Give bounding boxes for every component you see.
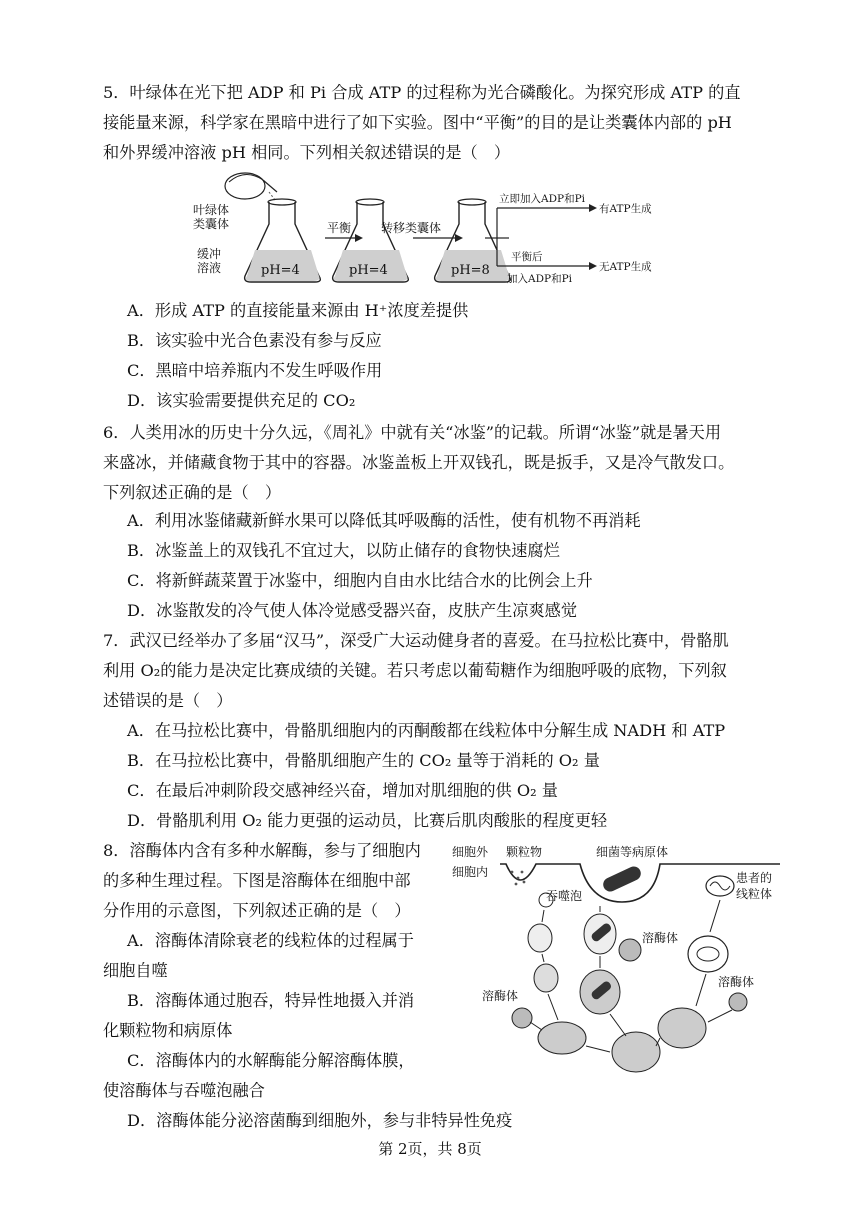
pouring-beaker-icon [225, 173, 277, 200]
q8-option-b-line1: B．溶酶体通过胞吞，特异性地摄入并消 [127, 991, 415, 1010]
arrow-transfer-label: 转移类囊体 [381, 221, 442, 235]
q8-option-d: D．溶酶体能分泌溶菌酶到细胞外，参与非特异性免疫 [127, 1111, 513, 1130]
inside-label: 细胞内 [452, 865, 489, 879]
flask-2-ph: pH=4 [349, 263, 388, 278]
q6-option-c: C．将新鲜蔬菜置于冰鉴中，细胞内自由水比结合水的比例会上升 [127, 571, 593, 590]
thylakoid-label-1: 叶绿体 [193, 203, 230, 217]
buffer-label-1: 缓冲 [197, 247, 222, 261]
q7-option-d: D．骨骼肌利用 O₂ 能力更强的运动员，比赛后肌肉酸胀的程度更轻 [127, 811, 608, 830]
result-top: 有ATP生成 [599, 203, 652, 215]
q7-stem-line1: 7．武汉已经举办了多届“汉马”，深受广大运动健身者的喜爱。在马拉松比赛中，骨骼肌 [103, 631, 729, 650]
q5-atp-experiment-figure [185, 170, 695, 290]
lysosome-label-1: 溶酶体 [642, 931, 679, 945]
q6-stem-line2: 来盛冰，并储藏食物于其中的容器。冰鉴盖板上开双钱孔，既是扳手，又是冷气散发口。 [103, 453, 735, 472]
q6-option-b: B．冰鉴盖上的双钱孔不宜过大，以防止储存的食物快速腐烂 [127, 541, 560, 560]
q5-option-c: C．黑暗中培养瓶内不发生呼吸作用 [127, 361, 383, 380]
q5-stem-line3: 和外界缓冲溶液 pH 相同。下列相关叙述错误的是（ ） [103, 143, 511, 162]
arrow-balance-label: 平衡 [327, 221, 352, 235]
patient-label-1: 患者的 [736, 871, 773, 885]
q5-option-d: D．该实验需要提供充足的 CO₂ [127, 391, 356, 410]
phagosome-label: 吞噬泡 [546, 889, 583, 903]
result-bottom: 无ATP生成 [599, 261, 652, 273]
lysosome-label-3: 溶酶体 [718, 975, 755, 989]
thylakoid-label-2: 类囊体 [193, 217, 230, 231]
branch-top-label: 立即加入ADP和Pi [499, 193, 585, 205]
outside-label: 细胞外 [452, 845, 489, 859]
pathogen-label: 细菌等病原体 [596, 845, 669, 859]
q8-option-b-line2: 化颗粒物和病原体 [103, 1021, 233, 1040]
q8-option-c-line2: 使溶酶体与吞噬泡融合 [103, 1081, 265, 1100]
page-footer: 第 2页，共 8页 [378, 1140, 482, 1158]
patient-label-2: 线粒体 [736, 887, 773, 901]
q8-option-a-line1: A．溶酶体清除衰老的线粒体的过程属于 [127, 931, 414, 950]
flask-1-ph: pH=4 [261, 263, 300, 278]
q5-stem-line1: 5．叶绿体在光下把 ADP 和 Pi 合成 ATP 的过程称为光合磷酸化。为探究形成 ATP 的直 [103, 83, 741, 102]
q8-lysosome-figure [450, 842, 780, 1082]
q6-option-d: D．冰鉴散发的冷气使人体冷觉感受器兴奋，皮肤产生凉爽感觉 [127, 601, 578, 620]
q7-option-c: C．在最后冲刺阶段交感神经兴奋，增加对肌细胞的供 O₂ 量 [127, 781, 558, 800]
q6-stem-line3: 下列叙述正确的是（ ） [103, 483, 282, 502]
q5-option-a: A．形成 ATP 的直接能量来源由 H⁺浓度差提供 [127, 301, 469, 320]
flask-1 [245, 199, 321, 282]
lysosome-label-2: 溶酶体 [482, 989, 519, 1003]
q7-stem-line2: 利用 O₂的能力是决定比赛成绩的关键。若只考虑以葡萄糖作为细胞呼吸的底物，下列叙 [103, 661, 727, 680]
q8-option-a-line2: 细胞自噬 [103, 961, 168, 980]
branch-bottom-label-1: 平衡后 [511, 251, 543, 263]
branch-bottom-label-2: 加入ADP和Pi [507, 273, 572, 285]
mitochondrion-icon [706, 876, 734, 896]
q6-stem-line1: 6．人类用冰的历史十分久远，《周礼》中就有关“冰鉴”的记载。所谓“冰鉴”就是暑天用 [103, 423, 722, 442]
flask-3-ph: pH=8 [451, 263, 490, 278]
q8-stem-line2: 的多种生理过程。下图是溶酶体在细胞中部 [103, 871, 411, 890]
q7-option-a: A．在马拉松比赛中，骨骼肌细胞内的丙酮酸都在线粒体中分解生成 NADH 和 ATP [127, 721, 726, 740]
q6-option-a: A．利用冰鉴储藏新鲜水果可以降低其呼吸酶的活性，使有机物不再消耗 [127, 511, 641, 530]
q7-option-b: B．在马拉松比赛中，骨骼肌细胞产生的 CO₂ 量等于消耗的 O₂ 量 [127, 751, 600, 770]
q8-option-c-line1: C．溶酶体内的水解酶能分解溶酶体膜， [127, 1051, 415, 1070]
q5-option-b: B．该实验中光合色素没有参与反应 [127, 331, 382, 350]
particle-dots [511, 871, 526, 886]
q8-stem-line1: 8．溶酶体内含有多种水解酶，参与了细胞内 [103, 841, 421, 860]
q7-stem-line3: 述错误的是（ ） [103, 691, 233, 710]
q5-stem-line2: 接能量来源，科学家在黑暗中进行了如下实验。图中“平衡”的目的是让类囊体内部的 pH [103, 113, 732, 132]
q8-stem-line3: 分作用的示意图，下列叙述正确的是（ ） [103, 901, 411, 920]
buffer-label-2: 溶液 [197, 261, 222, 275]
particle-label: 颗粒物 [506, 845, 543, 859]
